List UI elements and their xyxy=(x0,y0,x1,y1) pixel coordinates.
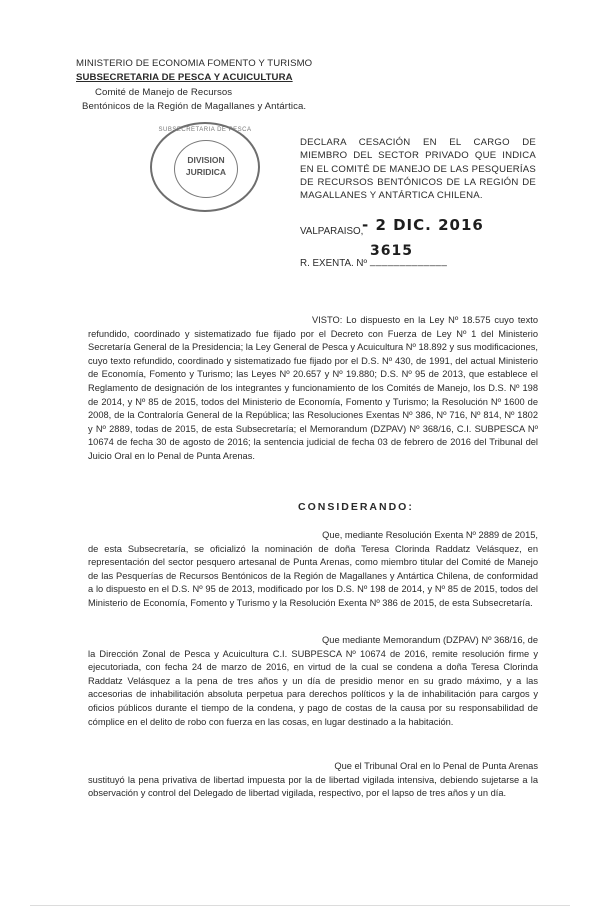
exenta-label: R. EXENTA. Nº xyxy=(300,258,368,269)
considerando-3-text: sustituyó la pena privativa de libertad impuesta por la de libertad vigilada intensiva, debiendo sujetarse a la observación y control del Delegado de libertad vigilada, respectivo, por el lapso de tres años y un día. xyxy=(88,774,538,799)
committee-line-2: Bentónicos de la Región de Magallanes y Antártica. xyxy=(82,101,307,112)
considerando-1-text: de esta Subsecretaría, se oficializó la nominación de doña Teresa Clorinda Raddatz Velásquez, en representación del sector pesquero artesanal de Punta Arenas, como miembro titular del Comité de Manejo de las Pesquerías de Recursos Bentónicos de la Región de Magallanes y Antártica Chilena, de conformidad a lo dispuesto en el D.S. Nº 95 de 2013, modificado por los D.S. Nº 198 de 2014, y Nº 85 de 2015, todos del Ministerio de Economía, Fomento y Turismo y la Resolución Exenta Nº 386 de 2015, de esta Subsecretaría. xyxy=(88,543,538,608)
considerando-3-lead: Que el Tribunal Oral en lo Penal de Punta Arenas xyxy=(334,761,538,771)
page-bottom-divider xyxy=(30,905,570,906)
considerando-2 xyxy=(88,634,538,729)
stamp-line-1: DIVISION xyxy=(187,155,225,165)
considerando-3 xyxy=(88,760,538,801)
considerando-1 xyxy=(88,529,538,611)
division-juridica-stamp xyxy=(150,122,260,212)
exenta-number: 3615 xyxy=(370,243,413,259)
stamp-inner-circle xyxy=(174,140,238,198)
visto-text: VISTO: Lo dispuesto en la Ley Nº 18.575 cuyo texto refundido, coordinado y sistematizado fue fijado por el Decreto con Fuerza de Ley Nº 1 del Ministerio Secretaría General de la Presidencia; la Ley General de Pesca y Acuicultura Nº 18.892 y sus modificaciones, cuyo texto refundido, coordinado y sistematizado fue fijado por el D.S. Nº 430, de 1991, del actual Ministerio de Economía, Fomento y Turismo; las Leyes Nº 20.657 y Nº 19.880; D.S. Nº 95 de 2013, que establece el Reglamento de designación de los integrantes y funcionamiento de los Comités de Manejo, los D.S. Nº 198 de 2014, y Nº 85 de 2015, todos del Ministerio de Economía, Fomento y Turismo; la Resolución Nº 1600 de 2008, de la Contraloría General de la República; las Resoluciones Exentas Nº 386, Nº 716, Nº 814, Nº 1802 y Nº 2889, todas de 2015, de esta Subsecretaría; el Memorandum (DZPAV) Nº 368/16, C.I. SUBPESCA Nº 10674 de fecha 30 de agosto de 2016; la sentencia judicial de fecha 03 de febrero de 2016 del Tribunal del Juicio Oral en lo Penal de Punta Arenas. xyxy=(88,315,538,461)
stamp-ring-text: SUBSECRETARIA DE PESCA xyxy=(158,127,252,133)
considerando-heading: CONSIDERANDO: xyxy=(298,501,414,513)
stamp-line-2: JURIDICA xyxy=(185,167,227,177)
committee-line-1: Comité de Manejo de Recursos xyxy=(95,87,233,98)
resolution-title: DECLARA CESACIÓN EN EL CARGO DE MIEMBRO DEL SECTOR PRIVADO QUE INDICA EN EL COMITÉ DE MANEJO DE LAS PESQUERÍAS DE RECURSOS BENTÓNICOS DE LA REGIÓN DE MAGALLANES Y ANTÁRTICA CHILENA. xyxy=(300,137,536,202)
ministry-name: MINISTERIO DE ECONOMIA FOMENTO Y TURISMO xyxy=(76,58,313,69)
subsecretaria-name: SUBSECRETARIA DE PESCA Y ACUICULTURA xyxy=(76,72,293,83)
exenta-blank-line: _____________ xyxy=(370,256,448,267)
considerando-2-lead: Que mediante Memorandum (DZPAV) Nº 368/16, de xyxy=(322,635,538,645)
considerando-2-text: la Dirección Zonal de Pesca y Acuicultura C.I. SUBPESCA Nº 10674 de 2016, remite resolución firme y ejecutoriada, con fecha 24 de marzo de 2016, en virtud de la cual se condena a doña Teresa Clorinda Raddatz Velásquez a la pena de tres años y un día de presidio menor en su grado máximo, y a las accesorias de inhabilitación absoluta perpetua para derechos políticos y la de inhabilitación para cargos y oficios públicos durante el tiempo de la condena, y pago de costas de la causa por su responsabilidad de cómplice en el delito de robo con fuerza en las cosas, en lugar destinado a la habitación. xyxy=(88,648,538,727)
resolution-date: - 2 DIC. 2016 xyxy=(362,216,484,234)
considerando-1-lead: Que, mediante Resolución Exenta Nº 2889 de 2015, xyxy=(322,530,538,540)
visto-paragraph xyxy=(88,314,538,464)
place-label: VALPARAISO, xyxy=(300,226,364,237)
